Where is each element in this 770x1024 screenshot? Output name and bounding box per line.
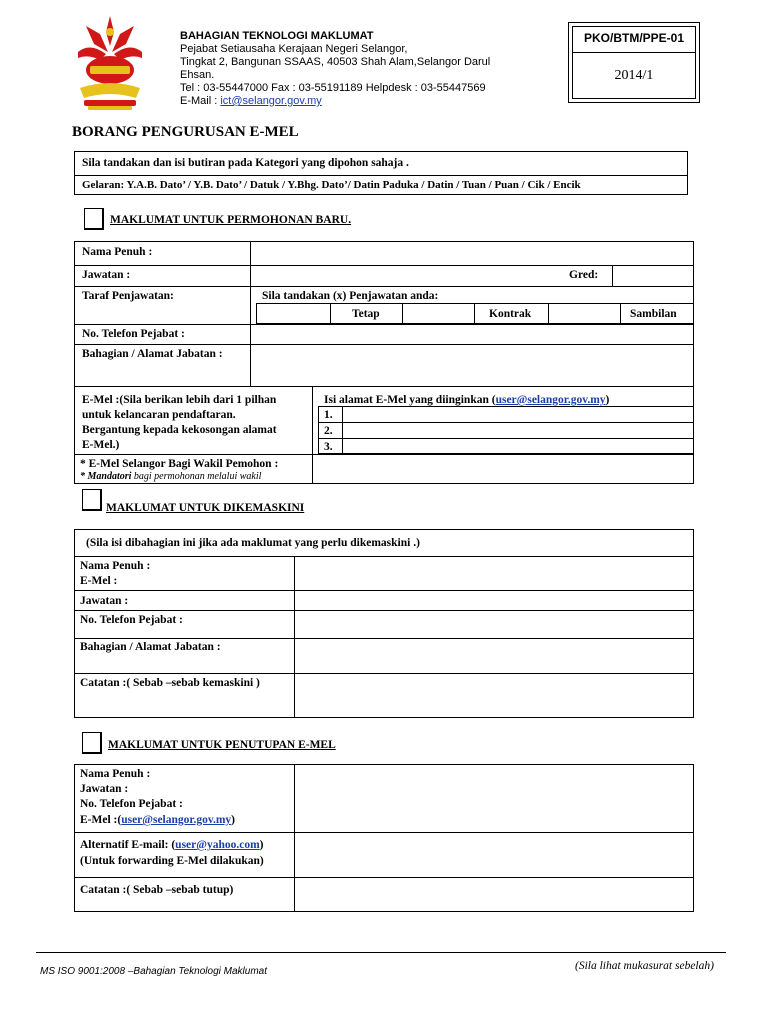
- email-label-line-4: E-Mel.): [82, 439, 120, 451]
- update-address-field[interactable]: [296, 640, 692, 672]
- choice-1-label: 1.: [324, 409, 333, 421]
- full-name-field[interactable]: [252, 243, 692, 264]
- close-label-full-name: Nama Penuh :: [80, 768, 151, 780]
- position-field[interactable]: [252, 267, 562, 285]
- instruction-text: Sila tandakan dan isi butiran pada Kategori yang dipohon sahaja .: [82, 157, 409, 169]
- grade-field[interactable]: [614, 267, 692, 285]
- kontrak-checkbox[interactable]: [549, 304, 619, 323]
- department-name: BAHAGIAN TEKNOLOGI MAKLUMAT: [180, 30, 374, 42]
- selangor-crest-logo: [70, 12, 150, 112]
- label-employment-status: Taraf Penjawatan:: [82, 290, 174, 302]
- update-label-remarks: Catatan :( Sebab –sebab kemaskini ): [80, 677, 260, 689]
- email-prompt: Isi alamat E-Mel yang diinginkan (user@selangor.gov.my): [324, 394, 610, 406]
- close-label-remarks: Catatan :( Sebab –sebab tutup): [80, 884, 234, 896]
- update-label-email: E-Mel :: [80, 575, 118, 587]
- update-instruction: (Sila isi dibahagian ini jika ada maklumat yang perlu dikemaskini .): [86, 537, 420, 549]
- tetap-checkbox[interactable]: [403, 304, 473, 323]
- email-label-line-3: Bergantung kepada kekosongan alamat: [82, 424, 277, 436]
- department-address-field[interactable]: [252, 346, 692, 385]
- alt-email-field[interactable]: [296, 834, 692, 876]
- address-line-1: Pejabat Setiausaha Kerajaan Negeri Selangor,: [180, 43, 408, 55]
- form-title: BORANG PENGURUSAN E-MEL: [72, 124, 299, 140]
- update-label-position: Jawatan :: [80, 595, 129, 607]
- email-prompt-link[interactable]: user@selangor.gov.my: [495, 394, 606, 406]
- representative-email-field[interactable]: [314, 456, 692, 483]
- footer-next-page-note: (Sila lihat mukasurat sebelah): [575, 960, 714, 972]
- update-remarks-field[interactable]: [296, 675, 692, 717]
- representative-label: * E-Mel Selangor Bagi Wakil Pemohon :: [80, 458, 279, 470]
- choice-3-label: 3.: [324, 441, 333, 453]
- option-kontrak: Kontrak: [489, 308, 532, 320]
- doc-code: PKO/BTM/PPE-01: [583, 31, 685, 45]
- label-grade: Gred:: [569, 269, 599, 281]
- close-account-checkbox[interactable]: [82, 732, 102, 754]
- address-line-3: Ehsan.: [180, 69, 215, 81]
- update-position-field[interactable]: [296, 592, 692, 609]
- email-label-line-1: E-Mel :(Sila berikan lebih dari 1 pilhan: [82, 394, 277, 406]
- close-label-email: E-Mel :(user@selangor.gov.my): [80, 814, 235, 826]
- label-office-phone: No. Telefon Pejabat :: [82, 328, 185, 340]
- label-department-address: Bahagian / Alamat Jabatan :: [82, 348, 223, 360]
- email-line: [180, 94, 322, 108]
- choice-3-field[interactable]: [344, 439, 692, 453]
- employment-options-row: [256, 303, 694, 324]
- section-close-heading: MAKLUMAT UNTUK PENUTUPAN E-MEL: [108, 739, 336, 751]
- section-new-heading: MAKLUMAT UNTUK PERMOHONAN BARU.: [110, 214, 352, 226]
- close-remarks-field[interactable]: [296, 879, 692, 911]
- update-name-email-field[interactable]: [296, 558, 692, 589]
- update-checkbox[interactable]: [82, 489, 102, 511]
- email-prefix: E-Mail :: [180, 95, 221, 107]
- alt-email-link[interactable]: user@yahoo.com: [175, 839, 260, 851]
- label-full-name: Nama Penuh :: [82, 246, 153, 258]
- employment-instruction: Sila tandakan (x) Penjawatan anda:: [262, 290, 439, 302]
- close-label-alt-email: Alternatif E-mail: (user@yahoo.com): [80, 839, 264, 851]
- label-position: Jawatan :: [82, 269, 131, 281]
- email-link[interactable]: ict@selangor.gov.my: [220, 95, 322, 107]
- phone-line: Tel : 03-55447000 Fax : 03-55191189 Helpdesk : 03-55447569: [180, 82, 486, 94]
- forwarding-note: (Untuk forwarding E-Mel dilakukan): [80, 855, 264, 867]
- choice-2-field[interactable]: [344, 423, 692, 437]
- close-label-position: Jawatan :: [80, 783, 129, 795]
- email-label-line-2: untuk kelancaran pendaftaran.: [82, 409, 236, 421]
- update-label-department-address: Bahagian / Alamat Jabatan :: [80, 641, 221, 653]
- mandatory-note: * Mandatori bagi permohonan melalui wakil: [80, 471, 262, 482]
- close-details-field[interactable]: [296, 766, 692, 831]
- new-request-checkbox[interactable]: [84, 208, 104, 230]
- close-email-link[interactable]: user@selangor.gov.my: [121, 814, 232, 826]
- doc-version: 2014/1: [614, 68, 654, 83]
- footer-iso-note: MS ISO 9001:2008 –Bahagian Teknologi Maklumat: [40, 966, 267, 977]
- footer-divider: [36, 952, 726, 953]
- option-tetap: Tetap: [352, 308, 380, 320]
- choice-2-label: 2.: [324, 425, 333, 437]
- update-label-full-name: Nama Penuh :: [80, 560, 151, 572]
- update-label-office-phone: No. Telefon Pejabat :: [80, 614, 183, 626]
- choice-1-field[interactable]: [344, 407, 692, 421]
- address-line-2: Tingkat 2, Bangunan SSAAS, 40503 Shah Alam,Selangor Darul: [180, 56, 491, 68]
- section-update-heading: MAKLUMAT UNTUK DIKEMASKINI: [106, 502, 305, 514]
- close-label-office-phone: No. Telefon Pejabat :: [80, 798, 183, 810]
- update-phone-field[interactable]: [296, 612, 692, 637]
- office-phone-field[interactable]: [252, 326, 692, 343]
- option-sambilan: Sambilan: [630, 308, 677, 320]
- salutation-options: Gelaran: Y.A.B. Dato’ / Y.B. Dato’ / Datuk / Y.Bhg. Dato’/ Datin Paduka / Datin / Tuan / Puan / Cik / Encik: [82, 179, 581, 191]
